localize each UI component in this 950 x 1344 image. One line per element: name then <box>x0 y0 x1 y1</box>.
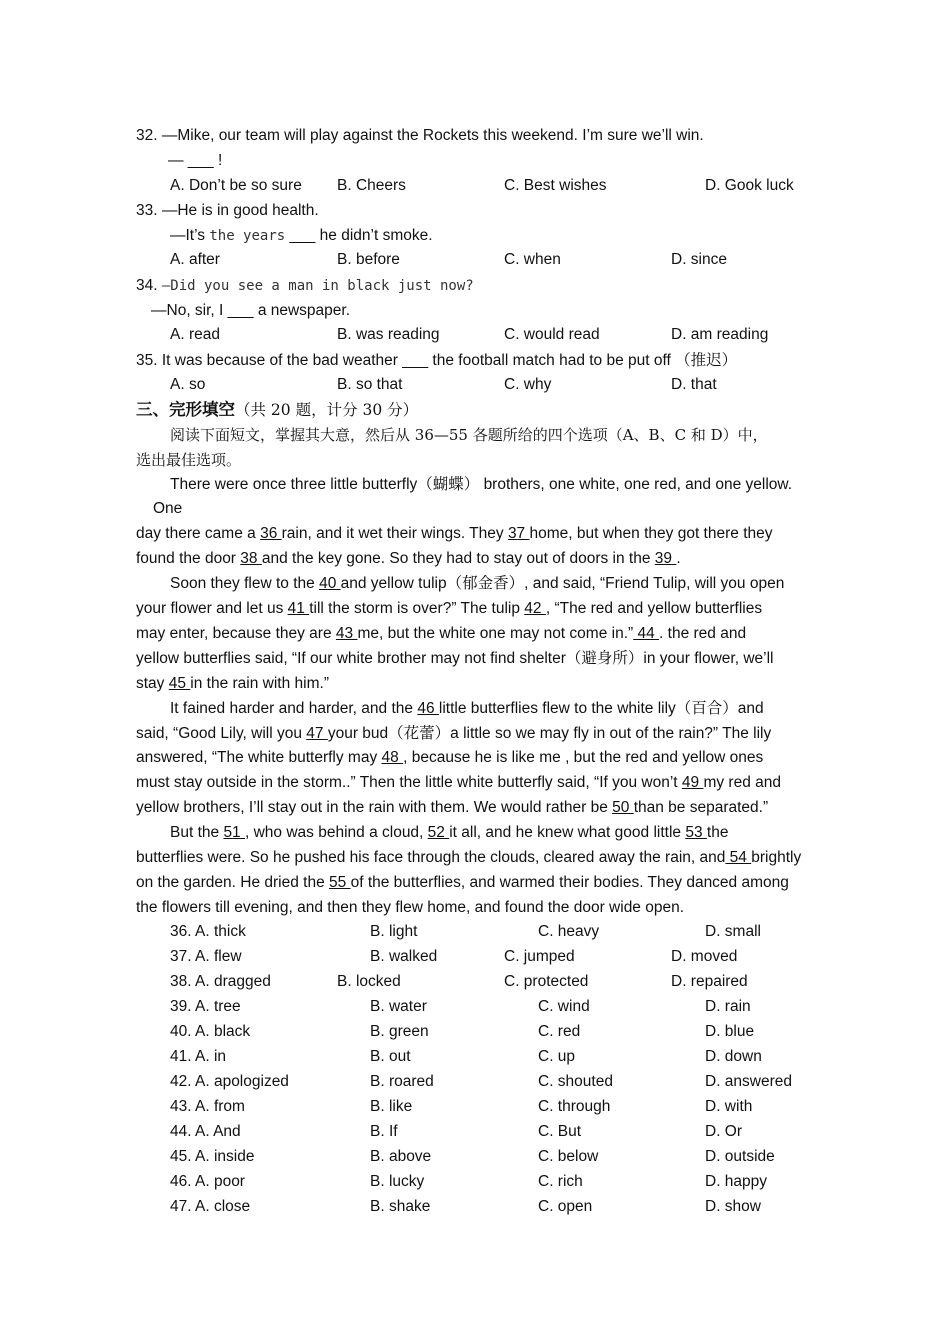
passage-text: , because he is like me , but the red and yellow ones <box>403 749 764 766</box>
blank-53: 53 <box>685 824 707 841</box>
q35-option-b: B. so that <box>337 376 403 393</box>
choice-44-c: C. But <box>538 1123 582 1140</box>
q33-reply-part: ___ he didn’t smoke. <box>285 227 433 244</box>
choice-41-b: B. out <box>370 1048 411 1065</box>
q35-stem-text: 35. It was because of the bad weather ___ the football match had to be put off <box>136 352 676 369</box>
choice-42-a: 42. A. apologized <box>170 1073 289 1090</box>
choice-38-d: D. repaired <box>671 973 748 990</box>
choice-45-a: 45. A. inside <box>170 1148 255 1165</box>
q33-stem: 33. —He is in good health. <box>136 202 319 219</box>
blank-42: 42 <box>524 600 546 617</box>
blank-41: 41 <box>287 600 310 617</box>
passage-text: Soon they flew to the <box>170 575 320 592</box>
passage-line: the flowers till evening, and then they flew home, and found the door wide open. <box>136 899 685 916</box>
choice-37-a: 37. A. flew <box>170 948 242 965</box>
passage-text: till the storm is over?” The tulip <box>309 600 525 617</box>
section-instructions: 阅读下面短文，掌握其大意，然后从 36—55 各题所给的四个选项（A、B、C 和 D）中， <box>170 426 768 444</box>
q33-option-c: C. when <box>504 251 561 268</box>
choice-41-a: 41. A. in <box>170 1048 227 1065</box>
passage-text: home, but when they got there they <box>529 525 773 542</box>
passage-text: must stay outside in the storm..” Then the little white butterfly said, “If you won’t <box>136 774 682 791</box>
passage-line: One <box>153 500 183 517</box>
passage-text: It fained harder and harder, and the <box>170 700 418 717</box>
section-note: （共 20 题，计分 30 分） <box>235 401 419 419</box>
choice-47-c: C. open <box>538 1198 593 1215</box>
blank-50: 50 <box>612 799 634 816</box>
blank-38: 38 <box>240 550 262 567</box>
passage-text: butterflies were. So he pushed his face through the clouds, cleared away the rain, and <box>136 849 726 866</box>
passage-text: , “The red and yellow butterflies <box>545 600 763 617</box>
choice-45-d: D. outside <box>705 1148 775 1165</box>
section-heading <box>136 400 418 421</box>
choice-46-a: 46. A. poor <box>170 1173 245 1190</box>
q35-gloss: （推迟） <box>675 351 738 369</box>
choice-40-a: 40. A. black <box>170 1023 251 1040</box>
passage-text: found the door <box>136 550 241 567</box>
q35-option-d: D. that <box>671 376 717 393</box>
passage-text: But the <box>170 824 224 841</box>
choice-43-d: D. with <box>705 1098 753 1115</box>
passage-text: brightly <box>751 849 802 866</box>
blank-55: 55 <box>329 874 351 891</box>
blank-43: 43 <box>335 625 358 642</box>
blank-46: 46 <box>417 700 439 717</box>
blank-40: 40 <box>319 575 341 592</box>
passage-text: . the red and <box>659 625 747 642</box>
blank-39: 39 <box>654 550 677 567</box>
blank-51: 51 <box>223 824 245 841</box>
q34-option-c: C. would read <box>504 326 600 343</box>
blank-49: 49 <box>681 774 704 791</box>
choice-47-d: D. show <box>705 1198 761 1215</box>
choice-46-b: B. lucky <box>370 1173 425 1190</box>
passage-line <box>136 599 762 619</box>
q32-reply: — ___ ! <box>168 152 223 169</box>
passage-line <box>170 699 764 719</box>
choice-37-d: D. moved <box>671 948 738 965</box>
passage-text: of the butterflies, and warmed their bodies. They danced among <box>350 874 789 891</box>
q32-option-a: A. Don’t be so sure <box>170 177 302 194</box>
choice-47-b: B. shake <box>370 1198 431 1215</box>
choice-39-c: C. wind <box>538 998 590 1015</box>
passage-text: my red and <box>703 774 782 791</box>
passage-line <box>136 798 768 818</box>
q33-reply-part: —It’s <box>170 227 210 244</box>
choice-43-a: 43. A. from <box>170 1098 245 1115</box>
passage-text: said, “Good Lily, will you <box>136 725 307 742</box>
passage-line <box>136 674 329 694</box>
choice-46-d: D. happy <box>705 1173 768 1190</box>
q33-reply <box>170 226 433 246</box>
choice-43-c: C. through <box>538 1098 611 1115</box>
q32-stem: 32. —Mike, our team will play against the Rockets this weekend. I’m sure we’ll win. <box>136 127 704 144</box>
choice-37-c: C. jumped <box>504 948 575 965</box>
choice-41-c: C. up <box>538 1048 576 1065</box>
choice-44-b: B. If <box>370 1123 398 1140</box>
q34-reply: —No, sir, I ___ a newspaper. <box>151 302 351 319</box>
q32-option-c: C. Best wishes <box>504 177 607 194</box>
passage-text: me, but the white one may not come in.” <box>357 625 634 642</box>
blank-37: 37 <box>507 525 530 542</box>
passage-line <box>136 549 681 569</box>
q34-option-a: A. read <box>170 326 220 343</box>
choice-36-b: B. light <box>370 923 418 940</box>
choice-43-b: B. like <box>370 1098 413 1115</box>
q33-reply-part: the years <box>209 228 286 244</box>
choice-44-d: D. Or <box>705 1123 743 1140</box>
passage-line <box>136 773 781 793</box>
choice-42-b: B. roared <box>370 1073 434 1090</box>
passage-text: rain, and it wet their wings. They <box>281 525 508 542</box>
q34-question: —Did you see a man in black just now? <box>161 278 474 294</box>
q33-option-b: B. before <box>337 251 400 268</box>
passage-line <box>170 823 728 843</box>
q34-number: 34. <box>136 277 162 294</box>
passage-text: stay <box>136 675 169 692</box>
passage-text: it all, and he knew what good little <box>449 824 686 841</box>
choice-36-a: 36. A. thick <box>170 923 246 940</box>
choice-40-c: C. red <box>538 1023 581 1040</box>
choice-45-b: B. above <box>370 1148 432 1165</box>
passage-text: on the garden. He dried the <box>136 874 330 891</box>
passage-text: , who was behind a cloud, <box>245 824 428 841</box>
q34-option-b: B. was reading <box>337 326 440 343</box>
choice-36-d: D. small <box>705 923 761 940</box>
q33-option-a: A. after <box>170 251 220 268</box>
passage-text: . <box>676 550 681 567</box>
passage-line: yellow butterflies said, “If our white brother may not find shelter（避身所）in your flower, we’ll <box>136 650 774 667</box>
choice-39-d: D. rain <box>705 998 751 1015</box>
passage-text: the <box>706 824 729 841</box>
q33-option-d: D. since <box>671 251 727 268</box>
passage-text: than be separated.” <box>633 799 769 816</box>
q35-stem <box>136 350 737 371</box>
q34-option-d: D. am reading <box>671 326 769 343</box>
passage-line <box>170 574 784 594</box>
choice-37-b: B. walked <box>370 948 438 965</box>
passage-text: your flower and let us <box>136 600 288 617</box>
blank-54: 54 <box>725 849 752 866</box>
choice-39-b: B. water <box>370 998 427 1015</box>
choice-46-c: C. rich <box>538 1173 583 1190</box>
passage-text: answered, “The white butterfly may <box>136 749 382 766</box>
passage-text: and yellow tulip（郁金香）, and said, “Friend Tulip, will you open <box>340 575 785 592</box>
choice-41-d: D. down <box>705 1048 762 1065</box>
blank-48: 48 <box>381 749 404 766</box>
passage-text: in the rain with him.” <box>190 675 329 692</box>
passage-line: There were once three little butterfly（蝴蝶） brothers, one white, one red, and one yellow. <box>170 476 793 493</box>
passage-text: day there came a <box>136 525 261 542</box>
passage-line <box>136 848 801 868</box>
choice-36-c: C. heavy <box>538 923 600 940</box>
choice-38-b: B. locked <box>337 973 401 990</box>
passage-text: little butterflies flew to the white lily（百合）and <box>438 700 764 717</box>
choice-47-a: 47. A. close <box>170 1198 251 1215</box>
passage-text: and the key gone. So they had to stay out of doors in the <box>261 550 655 567</box>
blank-44: 44 <box>633 625 660 642</box>
choice-40-d: D. blue <box>705 1023 755 1040</box>
passage-line <box>136 748 763 768</box>
section-title: 三、完形填空 <box>136 400 235 419</box>
q35-option-c: C. why <box>504 376 552 393</box>
blank-45: 45 <box>168 675 191 692</box>
blank-36: 36 <box>260 525 282 542</box>
q35-option-a: A. so <box>170 376 206 393</box>
choice-39-a: 39. A. tree <box>170 998 241 1015</box>
passage-line <box>136 624 746 644</box>
choice-42-d: D. answered <box>705 1073 793 1090</box>
blank-47: 47 <box>306 725 328 742</box>
q32-option-d: D. Gook luck <box>705 177 794 194</box>
q32-option-b: B. Cheers <box>337 177 406 194</box>
choice-45-c: C. below <box>538 1148 599 1165</box>
choice-38-a: 38. A. dragged <box>170 973 271 990</box>
choice-42-c: C. shouted <box>538 1073 613 1090</box>
choice-40-b: B. green <box>370 1023 429 1040</box>
blank-52: 52 <box>427 824 450 841</box>
passage-text: may enter, because they are <box>136 625 336 642</box>
passage-text: yellow brothers, I’ll stay out in the rain with them. We would rather be <box>136 799 613 816</box>
passage-text: your bud（花蕾）a little so we may fly in out of the rain?” The lily <box>327 725 772 742</box>
passage-line <box>136 524 773 544</box>
choice-44-a: 44. A. And <box>170 1123 241 1140</box>
choice-38-c: C. protected <box>504 973 589 990</box>
section-instructions: 选出最佳选项。 <box>136 451 242 469</box>
passage-line <box>136 724 771 744</box>
passage-line <box>136 873 789 893</box>
q34-stem <box>136 276 474 296</box>
